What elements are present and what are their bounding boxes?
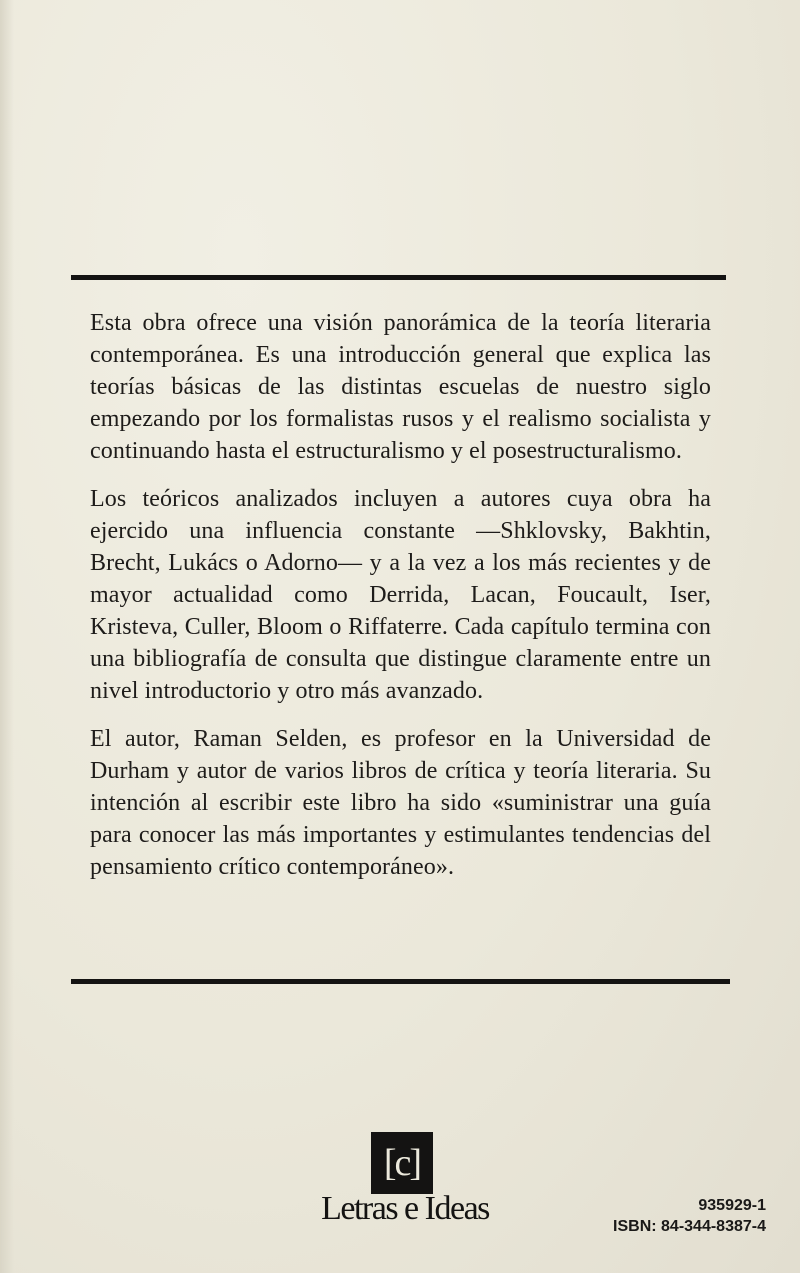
- catalog-number: 935929-1: [698, 1197, 766, 1214]
- blurb-paragraph-3: El autor, Raman Selden, es profesor en la Universidad de Durham y autor de varios libros de crítica y teoría literaria. Su intención al escribir este libro ha sido «suministrar una guía para conocer las más importantes y estimulantes tendencias del pensamiento crítico contemporáneo».: [90, 726, 711, 880]
- publisher-name: Letras e Ideas: [321, 1190, 489, 1227]
- bottom-rule: [71, 979, 730, 984]
- cover-edge-shadow: [0, 0, 14, 1273]
- back-cover-blurb: [90, 307, 711, 883]
- blurb-paragraph-2: Los teóricos analizados incluyen a autores cuya obra ha ejercido una influencia constante —Shklovsky, Bakhtin, Brecht, Lukács o Adorno— y a la vez a los más recientes y de mayor actualidad como Derrida, Lacan, Foucault, Iser, Kristeva, Culler, Bloom o Riffaterre. Cada capítulo termina con una bibliografía de consulta que distingue claramente entre un nivel introductorio y otro más avanzado.: [90, 486, 711, 704]
- isbn-number: ISBN: 84-344-8387-4: [613, 1218, 766, 1235]
- publisher-logo-mark: [c]: [371, 1132, 433, 1194]
- blurb-paragraph-1: Esta obra ofrece una visión panorámica de la teoría literaria contemporánea. Es una introducción general que explica las teorías básicas de las distintas escuelas de nuestro siglo empezando por los formalistas rusos y el realismo socialista y continuando hasta el estructuralismo y el posestructuralismo.: [90, 310, 711, 464]
- book-codes: [613, 1195, 766, 1237]
- top-rule: [71, 275, 726, 280]
